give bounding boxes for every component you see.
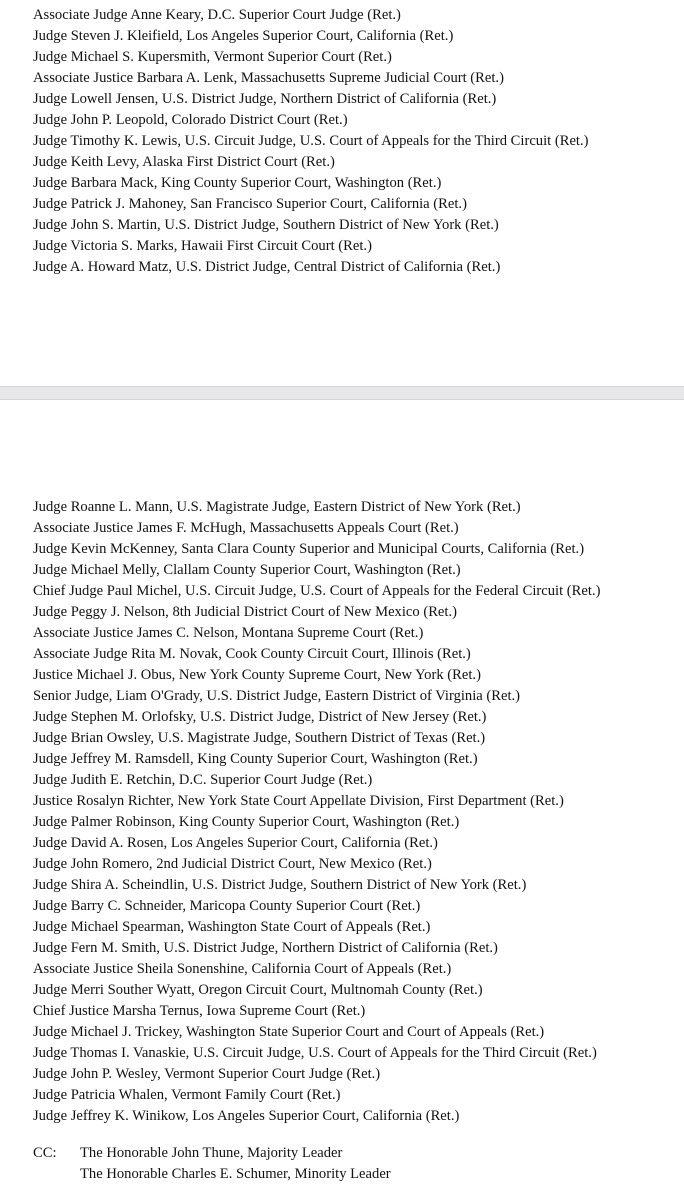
- cc-block: [33, 1143, 391, 1185]
- cc-recipient: The Honorable John Thune, Majority Leader: [80, 1145, 343, 1161]
- page-break-divider: [0, 386, 684, 400]
- judge-entry: Associate Judge Rita M. Novak, Cook County Circuit Court, Illinois (Ret.): [33, 646, 471, 662]
- judge-entry: Justice Michael J. Obus, New York County Supreme Court, New York (Ret.): [33, 667, 481, 683]
- judge-entry: Judge Barbara Mack, King County Superior Court, Washington (Ret.): [33, 175, 442, 191]
- judge-entry: Associate Justice Barbara A. Lenk, Massachusetts Supreme Judicial Court (Ret.): [33, 70, 504, 86]
- judge-signatory-list-bottom: [33, 497, 600, 1127]
- judge-entry: Judge Patrick J. Mahoney, San Francisco Superior Court, California (Ret.): [33, 196, 467, 212]
- judge-entry: Judge Stephen M. Orlofsky, U.S. District Judge, District of New Jersey (Ret.): [33, 709, 487, 725]
- judge-entry: Judge John S. Martin, U.S. District Judge, Southern District of New York (Ret.): [33, 217, 499, 233]
- judge-entry: Judge Brian Owsley, U.S. Magistrate Judge, Southern District of Texas (Ret.): [33, 730, 486, 746]
- judge-entry: Associate Justice James C. Nelson, Montana Supreme Court (Ret.): [33, 625, 424, 641]
- judge-entry: Judge Judith E. Retchin, D.C. Superior Court Judge (Ret.): [33, 772, 373, 788]
- judge-entry: Judge Patricia Whalen, Vermont Family Court (Ret.): [33, 1087, 341, 1103]
- judge-entry: Judge John P. Wesley, Vermont Superior Court Judge (Ret.): [33, 1066, 381, 1082]
- judge-entry: Justice Rosalyn Richter, New York State Court Appellate Division, First Department (Ret.): [33, 793, 564, 809]
- cc-recipient: The Honorable Charles E. Schumer, Minority Leader: [80, 1166, 391, 1182]
- judge-entry: Judge David A. Rosen, Los Angeles Superior Court, California (Ret.): [33, 835, 438, 851]
- judge-entry: Judge Shira A. Scheindlin, U.S. District Judge, Southern District of New York (Ret.): [33, 877, 527, 893]
- document-page-top: [0, 0, 684, 386]
- judge-entry: Judge Timothy K. Lewis, U.S. Circuit Judge, U.S. Court of Appeals for the Third Circuit (Ret.): [33, 133, 589, 149]
- judge-entry: Judge Peggy J. Nelson, 8th Judicial District Court of New Mexico (Ret.): [33, 604, 457, 620]
- cc-row-2: [33, 1164, 391, 1185]
- judge-entry: Judge Thomas I. Vanaskie, U.S. Circuit Judge, U.S. Court of Appeals for the Third Circuit (Ret.): [33, 1045, 597, 1061]
- cc-row-1: [33, 1143, 391, 1164]
- judge-entry: Judge Keith Levy, Alaska First District Court (Ret.): [33, 154, 335, 170]
- judge-entry: Judge Michael S. Kupersmith, Vermont Superior Court (Ret.): [33, 49, 392, 65]
- judge-entry: Judge Lowell Jensen, U.S. District Judge, Northern District of California (Ret.): [33, 91, 497, 107]
- judge-entry: Judge John Romero, 2nd Judicial District Court, New Mexico (Ret.): [33, 856, 432, 872]
- judge-entry: Judge Michael Melly, Clallam County Superior Court, Washington (Ret.): [33, 562, 461, 578]
- judge-entry: Judge Victoria S. Marks, Hawaii First Circuit Court (Ret.): [33, 238, 372, 254]
- judge-entry: Judge Steven J. Kleifield, Los Angeles Superior Court, California (Ret.): [33, 28, 454, 44]
- judge-entry: Judge John P. Leopold, Colorado District Court (Ret.): [33, 112, 348, 128]
- judge-entry: Associate Justice Sheila Sonenshine, California Court of Appeals (Ret.): [33, 961, 452, 977]
- judge-entry: Judge Barry C. Schneider, Maricopa County Superior Court (Ret.): [33, 898, 421, 914]
- judge-entry: Judge Palmer Robinson, King County Superior Court, Washington (Ret.): [33, 814, 460, 830]
- judge-entry: Judge Merri Souther Wyatt, Oregon Circuit Court, Multnomah County (Ret.): [33, 982, 483, 998]
- judge-entry: Associate Justice James F. McHugh, Massachusetts Appeals Court (Ret.): [33, 520, 459, 536]
- judge-entry: Judge Fern M. Smith, U.S. District Judge, Northern District of California (Ret.): [33, 940, 498, 956]
- judge-signatory-list-top: [33, 5, 588, 278]
- document-page-bottom: [0, 400, 684, 1200]
- judge-entry: Chief Judge Paul Michel, U.S. Circuit Judge, U.S. Court of Appeals for the Federal Circuit (Ret.): [33, 583, 601, 599]
- judge-entry: Judge Jeffrey K. Winikow, Los Angeles Superior Court, California (Ret.): [33, 1108, 460, 1124]
- judge-entry: Judge Kevin McKenney, Santa Clara County Superior and Municipal Courts, California (Ret.): [33, 541, 585, 557]
- judge-entry: Chief Justice Marsha Ternus, Iowa Supreme Court (Ret.): [33, 1003, 366, 1019]
- judge-entry: Judge A. Howard Matz, U.S. District Judge, Central District of California (Ret.): [33, 259, 501, 275]
- cc-label: CC:: [33, 1145, 57, 1161]
- judge-entry: Judge Michael J. Trickey, Washington State Superior Court and Court of Appeals (Ret.): [33, 1024, 545, 1040]
- judge-entry: Judge Jeffrey M. Ramsdell, King County Superior Court, Washington (Ret.): [33, 751, 478, 767]
- judge-entry: Judge Roanne L. Mann, U.S. Magistrate Judge, Eastern District of New York (Ret.): [33, 499, 521, 515]
- judge-entry: Associate Judge Anne Keary, D.C. Superior Court Judge (Ret.): [33, 7, 401, 23]
- judge-entry: Senior Judge, Liam O'Grady, U.S. District Judge, Eastern District of Virginia (Ret.): [33, 688, 521, 704]
- judge-entry: Judge Michael Spearman, Washington State Court of Appeals (Ret.): [33, 919, 431, 935]
